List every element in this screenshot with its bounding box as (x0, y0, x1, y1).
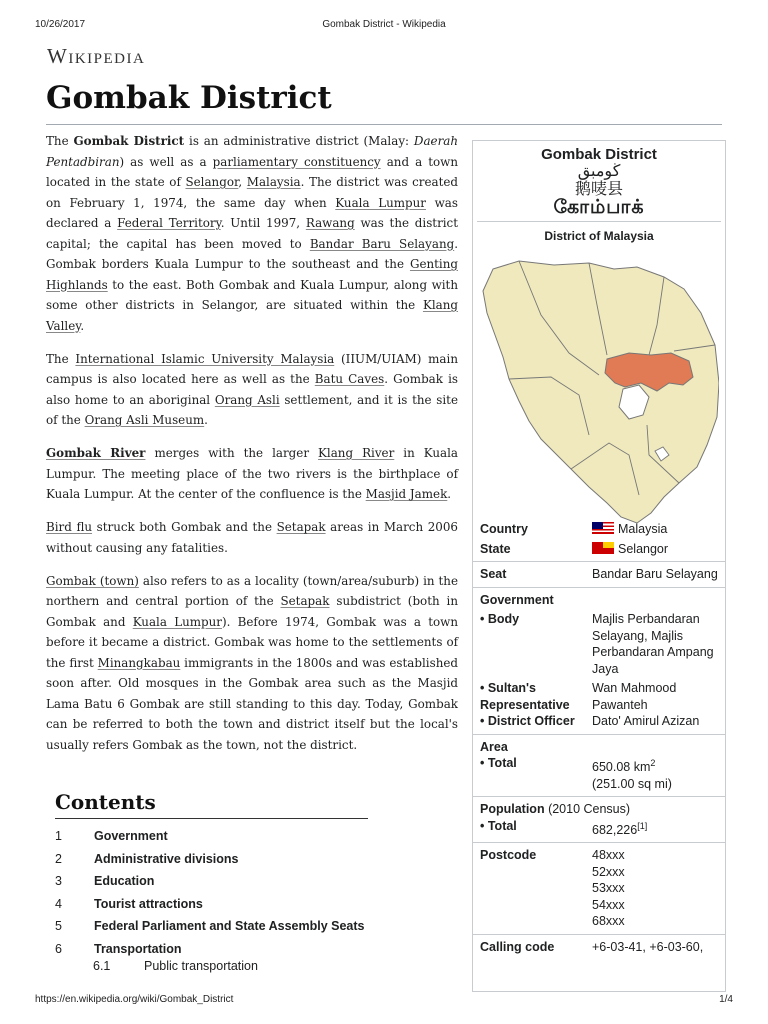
area-total-miles: (251.00 sq mi) (592, 776, 672, 791)
article-text: The (46, 351, 76, 366)
infobox-divider (473, 796, 725, 797)
wikipedia-logo[interactable]: Wikipedia (47, 44, 146, 68)
infobox-subtitle: District of Malaysia (544, 229, 654, 243)
toc-sub-label[interactable]: Public transportation (144, 959, 258, 973)
postcode-key: Postcode (480, 848, 537, 863)
population-total-key: • Total (480, 818, 517, 833)
officer-value: Dato' Amirul Azizan (592, 714, 700, 728)
article-text: subdistrict (both in Gombak and (46, 594, 458, 629)
toc-item[interactable] (55, 919, 395, 942)
article-link[interactable]: Genting Highlands (46, 257, 458, 292)
population-citation-link[interactable]: [1] (637, 820, 648, 831)
infobox-row-population-total (473, 818, 725, 839)
malaysia-flag-icon (592, 522, 614, 534)
postcode-value: 53xxx (592, 881, 625, 896)
article-link[interactable]: Bandar Baru Selayang (309, 236, 455, 251)
article-text: areas in March 2006 without causing any fatalities. (46, 520, 458, 555)
infobox-row-calling-code (473, 939, 725, 956)
infobox-row-state (473, 541, 725, 558)
article-text: . Gombak borders Kuala Lumpur to the southeast and the (46, 236, 458, 271)
article-link[interactable]: International Islamic University Malaysia (75, 351, 335, 366)
article-text: . Gombak is also home to an aboriginal (46, 372, 459, 407)
article-link[interactable]: Orang Asli Museum (84, 413, 205, 427)
article-link[interactable]: Rawang (305, 216, 355, 230)
infobox-row-government (473, 592, 725, 609)
area-key: Area (480, 739, 508, 754)
infobox (472, 140, 726, 992)
map-selangor-landmass (483, 261, 719, 523)
article-text: to the east. Both Gombak and Kuala Lumpur, along with some other districts in Selangor, are situated within the (46, 277, 458, 312)
page-title: Gombak District (46, 80, 332, 116)
infobox-divider (473, 734, 725, 735)
paragraph-river (46, 443, 458, 505)
toc-number: 4 (55, 896, 62, 911)
infobox-divider (473, 587, 725, 588)
paragraph-iium (46, 349, 458, 431)
toc-number: 6 (55, 941, 62, 956)
toc-label[interactable]: Administrative divisions (94, 851, 239, 866)
article-link[interactable]: Orang Asli (214, 392, 280, 407)
print-footer (0, 994, 768, 1008)
area-total-value: 650.08 km (592, 760, 651, 775)
infobox-row-country (473, 521, 725, 538)
officer-key: • District Officer (480, 714, 575, 728)
infobox-row-postcode (473, 847, 725, 930)
toc-number: 1 (55, 829, 62, 843)
government-key: Government (480, 592, 554, 607)
article-link[interactable]: Kuala Lumpur (132, 614, 222, 629)
toc-label[interactable]: Tourist attractions (94, 896, 203, 911)
article-text: (IIUM/UIAM) main campus is also located here as well as the (46, 351, 458, 386)
print-url: https://en.wikipedia.org/wiki/Gombak_District (35, 994, 234, 1005)
article-link[interactable]: Batu Caves (314, 372, 385, 386)
sultan-value: Wan Mahmood Pawanteh (592, 681, 677, 712)
state-key: State (480, 541, 511, 556)
area-total-key: • Total (480, 756, 517, 770)
country-value[interactable]: Malaysia (618, 522, 668, 536)
article-text: . (447, 487, 452, 501)
area-unit-superscript: 2 (650, 758, 656, 768)
country-key: Country (480, 522, 528, 536)
article-text: . (80, 318, 85, 333)
postcode-value: 52xxx (592, 864, 625, 879)
infobox-divider (477, 221, 721, 222)
article-text: and a town located in the state of (46, 154, 458, 189)
infobox-tamil-name: கோம்பாக் (553, 197, 645, 218)
toc-item[interactable] (55, 852, 395, 875)
postcode-value: 68xxx (592, 914, 625, 929)
toc-number: 3 (55, 874, 62, 888)
article-text: . Until 1997, (220, 216, 306, 230)
article-text: , (238, 175, 247, 189)
calling-code-key: Calling code (480, 939, 555, 954)
paragraph-town (46, 571, 458, 756)
print-header (0, 19, 768, 33)
infobox-chinese-name: 鹅唛县 (574, 181, 623, 198)
toc-subitem[interactable] (55, 959, 395, 977)
article-text: The (46, 134, 74, 148)
state-value[interactable]: Selangor (618, 541, 669, 556)
article-link[interactable]: Klang Valley (46, 298, 458, 333)
article-text: immigrants in the 1800s and was established soon after. Old mosques in the Gombak area such as the Masjid Lama Batu 6 Gombak are still standing to this day. Today, Gombak can be referred to both the town and district itself but the local's usually refers Gombak as the town, not the district. (46, 655, 458, 752)
infobox-row-officer (473, 713, 725, 730)
body-value: Majlis Perbandaran Selayang, Majlis Perbandaran Ampang Jaya (592, 612, 714, 676)
contents-box (55, 790, 368, 819)
article-text: ) as well as a (119, 154, 213, 169)
toc-label[interactable]: Education (94, 874, 155, 888)
contents-heading: Contents (55, 790, 368, 819)
body-key: • Body (480, 612, 520, 626)
article-text: Gombak District (73, 134, 185, 148)
article-link[interactable]: Klang River (318, 446, 395, 460)
seat-value[interactable]: Bandar Baru Selayang (592, 567, 718, 581)
article-text: ). Before 1974, Gombak was a town before it became a district. Gombak was home to the settlements of the first (46, 614, 459, 670)
article-link[interactable]: Kuala Lumpur (335, 195, 426, 210)
article-body (46, 131, 458, 768)
infobox-row-area (473, 739, 725, 756)
article-text: was the district capital; the capital has been moved to (46, 216, 459, 251)
article-link[interactable]: Selangor (185, 175, 239, 189)
article-text: . The district was created on February 1, 1974, the same day when (46, 175, 458, 210)
infobox-divider (473, 842, 725, 843)
toc-label[interactable]: Government (94, 829, 168, 843)
infobox-row-population (473, 801, 725, 818)
article-link[interactable]: parliamentary constituency (212, 154, 381, 169)
toc-label[interactable]: Transportation (94, 941, 182, 956)
article-text: in Kuala Lumpur. The meeting place of the two rivers is the birthplace of Kuala Lumpur. At the center of the confluence is the (46, 446, 458, 501)
title-divider (46, 124, 722, 125)
table-of-contents (55, 829, 395, 977)
article-text: . (204, 413, 208, 427)
infobox-row-body (473, 611, 725, 677)
article-link[interactable]: Setapak (280, 594, 330, 608)
print-date: 10/26/2017 (35, 19, 86, 30)
article-link[interactable]: Masjid Jamek (365, 487, 448, 501)
seat-key: Seat (480, 567, 507, 581)
article-text: is an administrative district (Malay: (184, 134, 414, 148)
toc-item[interactable] (55, 829, 395, 852)
article-text: was declared a (46, 195, 458, 230)
article-link[interactable]: Setapak (276, 520, 326, 534)
toc-number: 2 (55, 851, 62, 866)
article-link[interactable]: Minangkabau (97, 655, 181, 670)
postcode-list (592, 847, 718, 930)
population-total-value: 682,226 (592, 822, 638, 837)
print-doc-title: Gombak District - Wikipedia (322, 19, 446, 30)
toc-number: 5 (55, 919, 62, 933)
selangor-flag-icon (592, 542, 614, 554)
postcode-value: 48xxx (592, 848, 625, 863)
article-link[interactable]: Bird flu (46, 520, 93, 534)
toc-sub-number: 6.1 (93, 959, 111, 973)
infobox-divider (473, 934, 725, 935)
selangor-locator-map[interactable] (479, 255, 719, 525)
calling-code-value: +6-03-41, +6-03-60, (592, 939, 704, 954)
article-text: merges with the larger (145, 446, 319, 460)
toc-item[interactable] (55, 874, 395, 897)
postcode-value: 54xxx (592, 897, 625, 912)
article-text: struck both Gombak and the (92, 520, 277, 534)
infobox-title: Gombak District (541, 146, 657, 163)
article-text: Daerah Pentadbiran (46, 134, 458, 169)
sultan-key: • Sultan's Representative (480, 681, 570, 712)
print-page-number: 1/4 (719, 994, 733, 1005)
toc-item[interactable] (55, 897, 395, 920)
infobox-row-seat (473, 566, 725, 583)
article-link[interactable]: Federal Territory (117, 216, 221, 230)
article-text: settlement, and it is the site of the (46, 392, 458, 427)
paragraph-bird-flu (46, 517, 458, 558)
infobox-row-sultan (473, 680, 725, 713)
infobox-divider (473, 561, 725, 562)
infobox-jawi-name: ڬومبق (577, 163, 621, 180)
article-link[interactable]: Gombak (town) (46, 573, 139, 588)
article-link[interactable]: Malaysia (246, 175, 301, 189)
paragraph-intro (46, 131, 458, 336)
population-key: Population (480, 802, 545, 817)
infobox-data-table (473, 521, 725, 955)
infobox-row-area-total (473, 755, 725, 792)
article-link[interactable]: Gombak River (46, 446, 146, 460)
toc-label[interactable]: Federal Parliament and State Assembly Seats (94, 919, 365, 933)
population-census-note: (2010 Census) (548, 802, 631, 817)
article-text: also refers to as a locality (town/area/suburb) in the northern and central portion of the (46, 573, 458, 608)
